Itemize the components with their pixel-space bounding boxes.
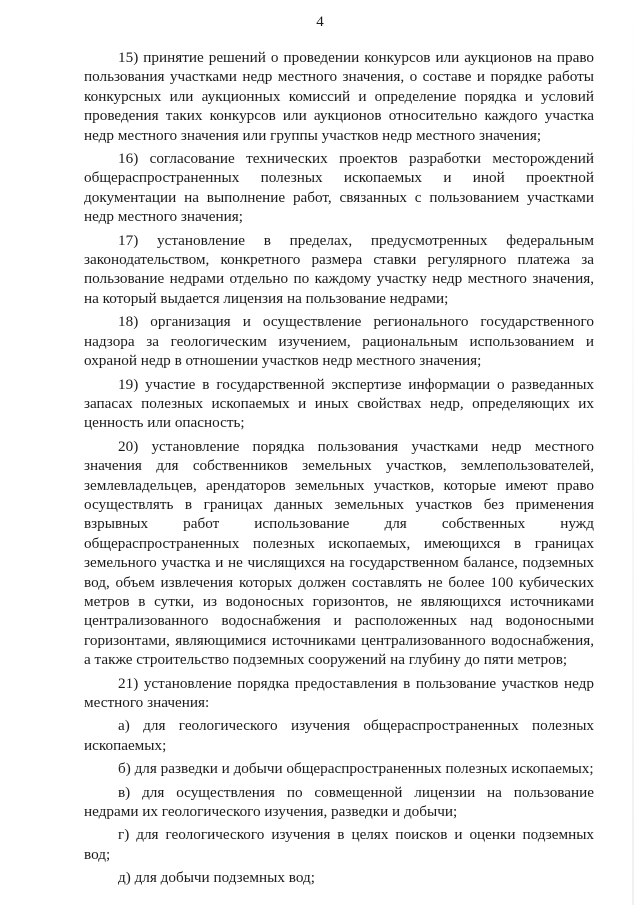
clause-20: 20) установление порядка пользования участками недр местного значения для собственников земельных участков, землепользователей, землевладельцев, арендаторов земельных участков, которые имеют право осуществлять в границах данных земельных участков без применения взрывных работ использование для собственных нужд общераспространенных полезных ископаемых, имеющихся в границах земельного участка и не числящихся на государственном балансе, подземных вод, объем извлечения которых должен составлять не более 100 кубических метров в сутки, из водоносных горизонтов, не являющихся источниками централизованного водоснабжения и расположенных над водоносными горизонтами, являющимися источниками централизованного водоснабжения, а также строительство подземных сооружений на глубину до пяти метров; xyxy=(84,437,594,669)
subclause-a: а) для геологического изучения общераспространенных полезных ископаемых; xyxy=(84,717,594,754)
page-number: 4 xyxy=(316,14,324,30)
clause-19: 19) участие в государственной экспертизе информации о разведанных запасах полезных ископаемых и иных свойствах недр, определяющих их ценность или опасность; xyxy=(84,375,594,432)
document-body xyxy=(84,48,594,888)
subclause-v: в) для осуществления по совмещенной лицензии на пользование недрами их геологического изучения, разведки и добычи; xyxy=(84,783,594,821)
clause-16: 16) согласование технических проектов разработки месторождений общераспространенных полезных ископаемых и иной проектной документации на выполнение работ, связанных с пользованием участками недр местного значения; xyxy=(84,150,594,226)
clause-17: 17) установление в пределах, предусмотренных федеральным законодательством, конкретного размера ставки регулярного платежа за пользование недрами отдельно по каждому участку недр местного значения, на который выдается лицензия на пользование недрами; xyxy=(84,231,594,307)
subclause-b: б) для разведки и добычи общераспространенных полезных ископаемых; xyxy=(118,760,594,778)
subclause-d: д) для добычи подземных вод; xyxy=(118,869,315,887)
clause-21: 21) установление порядка предоставления в пользование участков недр местного значения: xyxy=(84,674,594,711)
subclause-g: г) для геологического изучения в целях поисков и оценки подземных вод; xyxy=(84,826,594,863)
clause-15: 15) принятие решений о проведении конкурсов или аукционов на право пользования участками недр местного значения, о составе и порядке работы конкурсных или аукционных комиссий и определение порядка и условий проведения таких конкурсов или аукционов относительно каждого участка недр местного значения или группы участков недр местного значения; xyxy=(84,49,594,144)
clause-18: 18) организация и осуществление регионального государственного надзора за геологическим изучением, рациональным использованием и охраной недр в отношении участков недр местного значения; xyxy=(84,313,594,370)
scan-edge-shadow xyxy=(632,0,634,905)
